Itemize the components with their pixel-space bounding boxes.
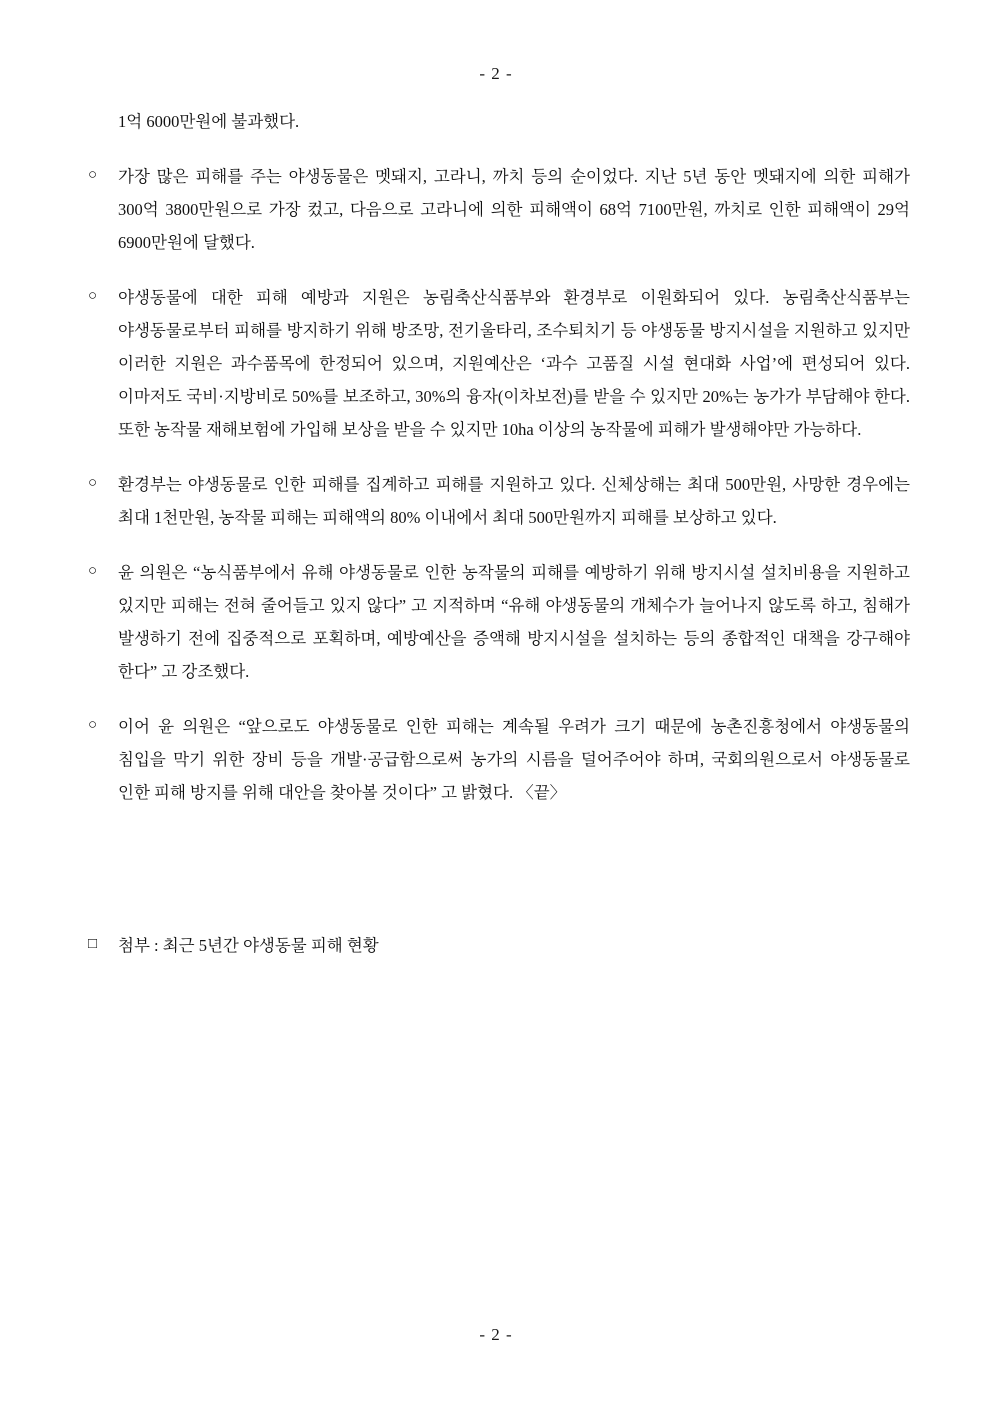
paragraph-text: 환경부는 야생동물로 인한 피해를 집계하고 피해를 지원하고 있다. 신체상해는 최대 500만원, 사망한 경우에는 최대 1천만원, 농작물 피해는 피해액의 80% 이내에서 최대 500만원까지 피해를 보상하고 있다. xyxy=(118,475,910,527)
page-number-bottom: - 2 - xyxy=(479,1325,513,1344)
paragraph-text: 이어 윤 의원은 “앞으로도 야생동물로 인한 피해는 계속될 우려가 크기 때문에 농촌진흥청에서 야생동물의 침입을 막기 위한 장비 등을 개발·공급함으로써 농가의 시름을 덜어주어야 하며, 국회의원으로서 야생동물로 인한 피해 방지를 위해 대안을 찾아볼 것이다” 고 밝혔다. 〈끝〉 xyxy=(118,717,910,802)
circle-bullet-icon: ○ xyxy=(88,717,98,733)
document-body xyxy=(88,105,910,962)
paragraph-text: 윤 의원은 “농식품부에서 유해 야생동물로 인한 농작물의 피해를 예방하기 위해 방지시설 설치비용을 지원하고 있지만 피해는 전혀 줄어들고 있지 않다” 고 지적하며 “유해 야생동물의 개체수가 늘어나지 않도록 하고, 침해가 발생하기 전에 집중적으로 포획하며, 예방예산을 증액해 방지시설을 설치하는 등의 종합적인 대책을 강구해야 한다” 고 강조했다. xyxy=(118,563,910,681)
circle-bullet-icon: ○ xyxy=(88,563,98,579)
page-number-top: - 2 - xyxy=(479,64,513,83)
paragraph-bullet-1 xyxy=(88,160,910,259)
paragraph-text: 가장 많은 피해를 주는 야생동물은 멧돼지, 고라니, 까치 등의 순이었다. 지난 5년 동안 멧돼지에 의한 피해가 300억 3800만원으로 가장 컸고, 다음으로 고라니에 의한 피해액이 68억 7100만원, 까치로 인한 피해액이 29억 6900만원에 달했다. xyxy=(118,167,910,252)
circle-bullet-icon: ○ xyxy=(88,167,98,183)
paragraph-bullet-4 xyxy=(88,556,910,688)
paragraph-bullet-3 xyxy=(88,468,910,534)
square-bullet-icon: □ xyxy=(88,936,98,952)
paragraph-bullet-2 xyxy=(88,281,910,446)
paragraph-bullet-5 xyxy=(88,710,910,809)
attachment-line xyxy=(88,929,910,962)
paragraph-text: 야생동물에 대한 피해 예방과 지원은 농림축산식품부와 환경부로 이원화되어 있다. 농림축산식품부는 야생동물로부터 피해를 방지하기 위해 방조망, 전기울타리, 조수퇴치기 등 야생동물 방지시설을 지원하고 있지만 이러한 지원은 과수품목에 한정되어 있으며, 지원예산은 ‘과수 고품질 시설 현대화 사업’에 편성되어 있다. 이마저도 국비·지방비로 50%를 보조하고, 30%의 융자(이차보전)를 받을 수 있지만 20%는 농가가 부담해야 한다. 또한 농작물 재해보험에 가입해 보상을 받을 수 있지만 10ha 이상의 농작물에 피해가 발생해야만 가능하다. xyxy=(118,288,910,439)
paragraph-text: 1억 6000만원에 불과했다. xyxy=(118,112,300,131)
circle-bullet-icon: ○ xyxy=(88,288,98,304)
paragraph-continuation xyxy=(88,105,910,138)
attachment-text: 첨부 : 최근 5년간 야생동물 피해 현황 xyxy=(118,936,379,955)
circle-bullet-icon: ○ xyxy=(88,475,98,491)
